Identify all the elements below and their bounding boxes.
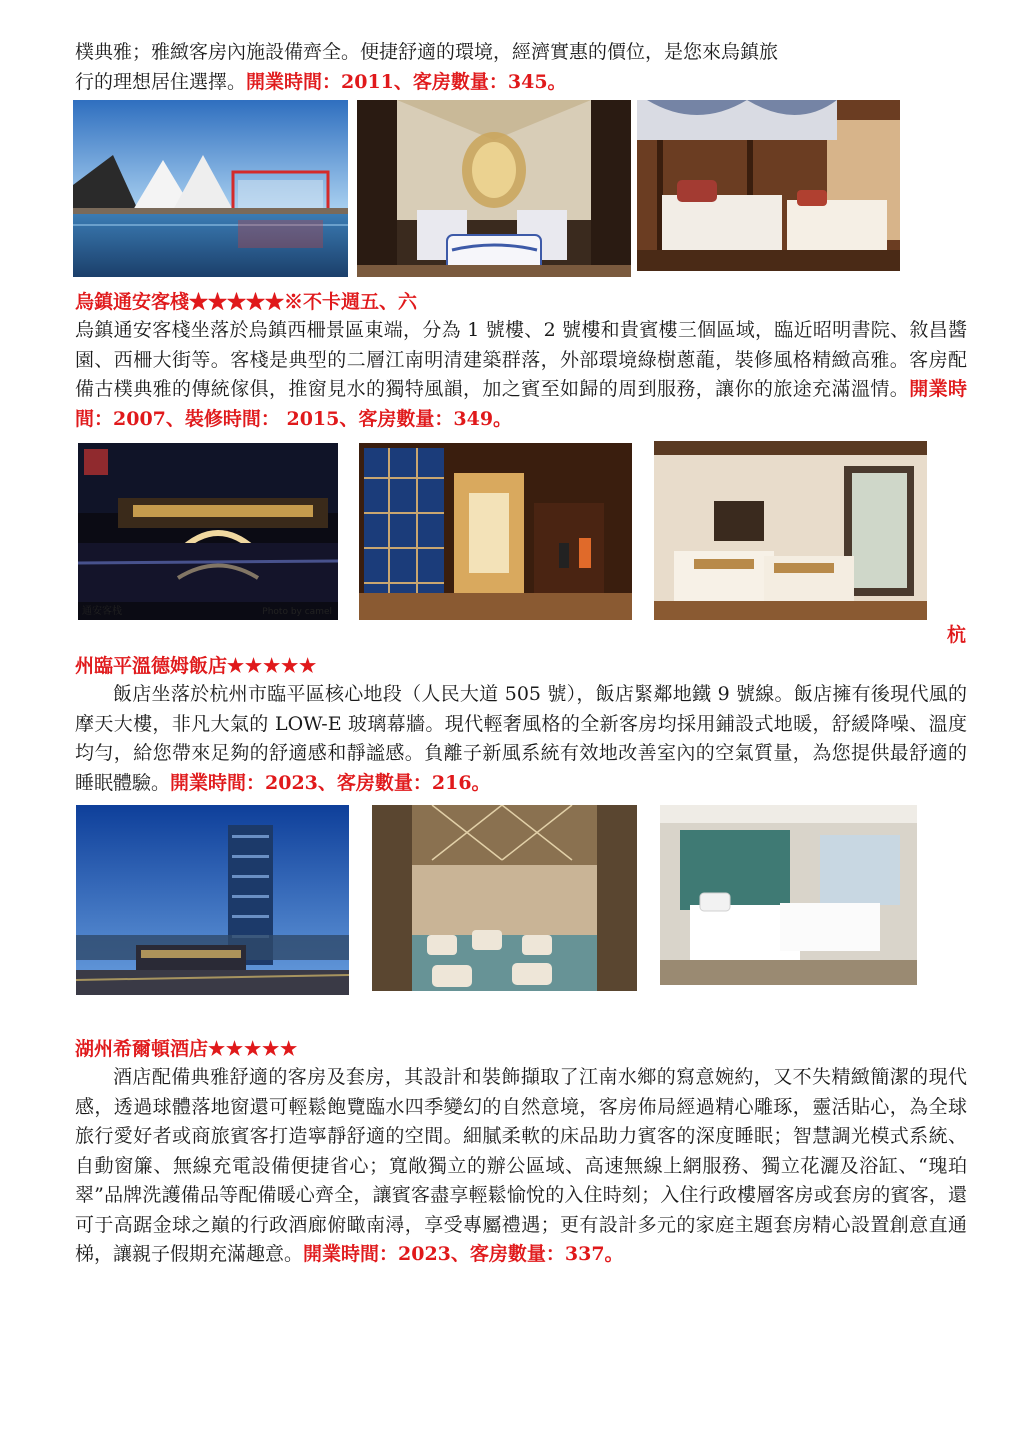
hotel-title-hilton	[75, 1034, 298, 1061]
intro-highlight: 開業時間：2011、客房數量：345。	[246, 70, 567, 93]
photo-wyndham-room	[660, 805, 917, 985]
intro-line-2: 行的理想居住選擇。	[75, 70, 247, 93]
tongan-highlight: 開業時間：2007、裝修時間： 2015、客房數量：349。	[75, 378, 967, 430]
tongan-body: 烏鎮通安客棧坐落於烏鎮西柵景區東端，分為 1 號樓、2 號樓和貴賓樓三個區域，臨近昭明書院、敘昌醬園、西柵大街等。客棧是典型的二層江南明清建築群落，外部環境綠樹蔥蘢，裝修風格精緻高雅。客房配備古樸典雅的傳統傢俱，推窗見水的獨特風韻，加之賓至如歸的周到服務，讓你的旅途充滿溫情。	[75, 319, 967, 400]
hotel-title-tongan: 烏鎮通安客棧★★★★★※不卡週五、六	[75, 291, 418, 313]
photo-lattice-reception	[359, 443, 632, 620]
photo-tower-exterior	[76, 805, 349, 995]
hotel-description-wyndham	[75, 680, 967, 798]
hotel-description-hilton	[75, 1063, 967, 1270]
photo-caption-hotel: 通安客栈	[82, 606, 122, 617]
hotel-title-wyndham	[75, 651, 317, 678]
wyndham-title-text: 州臨平溫德姆飯店	[75, 655, 228, 677]
wyndham-highlight: 開業時間：2023、客房數量：216。	[170, 771, 491, 794]
intro-paragraph	[75, 38, 967, 97]
photo-lobby-chandelier	[357, 100, 631, 277]
hilton-highlight: 開業時間：2023、客房數量：337。	[303, 1243, 624, 1265]
hotel-description-tongan	[75, 316, 967, 434]
photo-canopy-bedroom	[637, 100, 900, 271]
wyndham-stars: ★★★★★	[227, 655, 318, 677]
photo-pool-terrace	[73, 100, 348, 277]
photo-wyndham-lounge	[372, 805, 637, 991]
intro-line-1: 樸典雅；雅緻客房內施設備齊全。便捷舒適的環境，經濟實惠的價位，是您來烏鎮旅	[75, 41, 779, 63]
photo-credit: Photo by camel	[262, 607, 332, 617]
photo-night-bridge	[78, 443, 338, 620]
hilton-stars: ★★★★★	[208, 1038, 299, 1060]
hotel-title-wyndham-prefix: 杭	[946, 624, 966, 646]
hilton-body: 酒店配備典雅舒適的客房及套房，其設計和裝飾擷取了江南水鄉的寫意婉約，又不失精緻簡潔的現代感，透過球體落地窗還可輕鬆飽覽臨水四季變幻的自然意境，客房佈局經過精心雕琢，靈活貼心，為全球旅行愛好者或商旅賓客打造寧靜舒適的空間。細膩柔軟的床品助力賓客的深度睡眠；智慧調光模式系統、自動窗簾、無線充電設備便捷省心；寬敞獨立的辦公區域、高速無線上網服務、獨立花灑及浴缸、“瑰珀翠”品牌洗護備品等配備暖心齊全，讓賓客盡享輕鬆愉悅的入住時刻；入住行政樓層客房或套房的賓客，還可于高踞金球之巔的行政酒廊俯瞰南潯，享受專屬禮遇；更有設計多元的家庭主題套房精心設置創意直通梯，讓親子假期充滿趣意。	[75, 1066, 967, 1265]
hilton-title-text: 湖州希爾頓酒店	[75, 1038, 209, 1060]
wyndham-body: 飯店坐落於杭州市臨平區核心地段（人民大道 505 號），飯店緊鄰地鐵 9 號線。飯店擁有後現代風的摩天大樓，非凡大氣的 LOW-E 玻璃幕牆。現代輕奢風格的全新客房均採用鋪設式地暖，舒緩降噪、溫度均勻，給您帶來足夠的舒適感和靜謐感。負離子新風系統有效地改善室內的空氣質量，為您提供最舒適的睡眠體驗。	[75, 683, 967, 794]
photo-twin-bedroom	[654, 441, 927, 620]
